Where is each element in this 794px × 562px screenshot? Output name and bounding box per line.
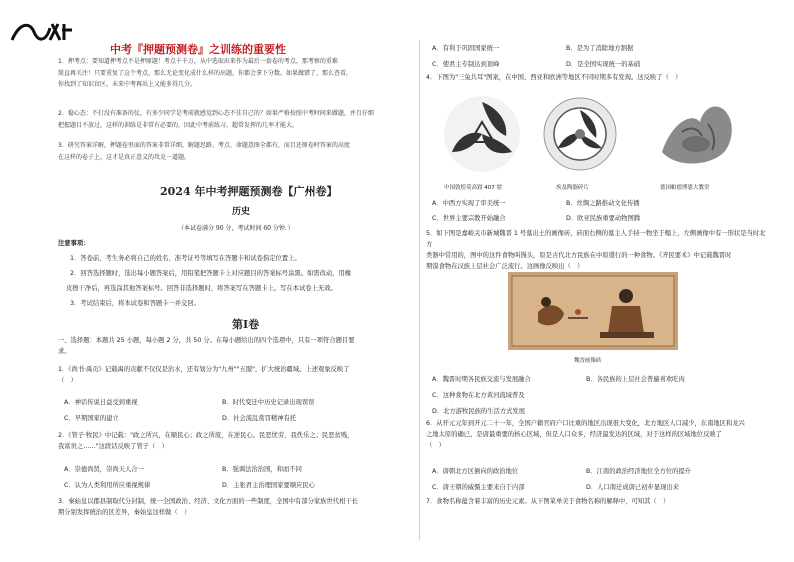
q4-option-c[interactable]: C．世界主要宗教开始融合 (432, 215, 506, 222)
question-6: 6．从开元元年到开元二十一年，全国户籍官府户口比重的地区出现很大变化，北方地区人口减少，东南地区和龙兴 之地太原的确已，是唐最重要的核心区域，但是人口众多，经济最发达的区域，对于这样的区域地位反映了 （ ） (426, 420, 745, 449)
q3-option-d[interactable]: D．是全国实现统一的基础 (566, 61, 641, 68)
notice-heading: 注意事项： (58, 240, 90, 247)
question-3: 3．秦始皇以郡县制取代分封制，统一全国政治、经济、文化方面的一些制度，全国中有部分家族世代相干长 期分别发挥统治的区差异，秦始皇这样做（ ） (58, 498, 358, 516)
intro-p2: 2．稳心态：不打没有准备的仗，有多少同学是考前就感觉到心态不佳自己的？如果严格按照中考时间来做题，并且仔细 把握题目不放过，这样的训练是非常有必要的，因此中考前练习，超常发挥的几率才能大。 (58, 110, 374, 129)
notice-1: 1．答卷前，考生务必将自己的姓名、准考证号等填写在答题卡和试卷指定位置上。 (70, 255, 301, 262)
q6-option-c[interactable]: C．唐王朝的威慑主要来自于内部 (432, 484, 525, 491)
q1-option-b[interactable]: B．时代变迁中历史记录出现误误 (222, 399, 315, 406)
q5-option-c[interactable]: C．这种食物在北方黄河流域普及 (432, 392, 525, 399)
caption-egypt: 埃及陶器碎片 (556, 185, 590, 191)
q4-option-a[interactable]: A．中西方实现了审美统一 (432, 200, 506, 207)
q3-option-c[interactable]: C．使君主专制达到顶峰 (432, 61, 500, 68)
q5-option-a[interactable]: A．魏晋时期各民族交流与发展融合 (432, 376, 531, 383)
three-rabbits-egypt-image (540, 92, 620, 176)
q2-option-a[interactable]: A．崇德尚贤，崇尚天人合一 (64, 466, 144, 473)
part-title: 第Ⅰ卷 (232, 318, 260, 331)
red-title: 中考『押题预测卷』之训练的重要性 (110, 43, 286, 56)
q1-option-a[interactable]: A．神话传说日益受到重视 (64, 399, 138, 406)
brick-painting-image (508, 272, 678, 350)
notice-2: 2．回答选择题时，选出每小题答案后，用铅笔把答题卡上对应题目的答案标号涂黑。如需改动，用橡 (70, 270, 352, 277)
caption-dunhuang: 中国敦煌莫高窟 407 窟 (444, 185, 502, 191)
q2-option-d[interactable]: D．主张君主治理国家要顺应民心 (222, 482, 316, 489)
exam-meta: （本试卷满分 90 分，考试时间 60 分钟．） (178, 225, 294, 232)
exam-subject: 历史 (232, 207, 251, 217)
q1-option-d[interactable]: D．社会流乱赏罚精神有托 (222, 415, 297, 422)
question-1: 1．《尚书·禹贡》记载禹的贡献不仅仅是治水，还有划分为"九州""五服"，扩大统治疆域。上述观象反映了 （ ） (58, 366, 350, 384)
question-2: 2．《管子·牧民》中记载："政之所兴，在顺民心；政之所废，在逆民心。民恶忧劳，我佚乐之；民恶贫贱， 我富贵之……"这段话反映了管子（ ） (58, 432, 354, 450)
q5-option-d[interactable]: D．北方游牧民族的生活方式发展 (432, 408, 526, 415)
notice-2b: 皮擦干净后，再选涂其他答案标号。回答非选择题时，将答案写在答题卡上。写在本试卷上无效。 (66, 285, 337, 292)
three-rabbits-dunhuang-image (438, 92, 526, 176)
intro-p3: 3．研究答案详解，押题卷里面的答案非常详细，解题思路、考点、命题意图全都有，而且还原卷时答案的高度 在这样的卷子上，这才是真正意义的攻克一道题。 (58, 142, 350, 161)
caption-brick: 魏晋画像砖 (574, 358, 602, 364)
caption-germany: 德国帕德博恩大教堂 (660, 185, 710, 191)
logo (10, 18, 80, 46)
q6-option-a[interactable]: A．唐朝北方区倒向的政治地位 (432, 468, 519, 475)
question-7: 7．食物名称蕴含着丰富的历史元素。从下图菜单美于食物名称的解释中，可知其（ ） (426, 498, 670, 505)
q2-option-b[interactable]: B．强调法治治国，和而不同 (222, 466, 302, 473)
q5-option-b[interactable]: B．各民族的上层社会普遍喜欢吃肉 (586, 376, 685, 383)
question-5: 5．如下图是嘉峪关市新城魏晋 1 号墓出土的画像砖，砖面右侧的墓主人手持一物坐于榻上，左侧画像中有一形状是当时北方 类器中常用的，图中的这件食物叫馒头，原是古代北方民族在中原盛行的一种食物。《齐民要术》中记载魏晋时 期馍食物在汉族上层社会广泛流行。这画像反映出（ ） (426, 230, 766, 270)
q3-option-b[interactable]: B．是为了消除地方割据 (566, 45, 634, 52)
notice-3: 3．考试结束后，将本试卷和答题卡一并交回。 (70, 300, 200, 307)
q6-option-d[interactable]: D．人口南迁成唐已初步显现出来 (586, 484, 680, 491)
q1-option-c[interactable]: C．早期国家的建立 (64, 415, 119, 422)
section-intro: 一、选择题：本题共 25 小题，每小题 2 分，共 50 分。在每小题给出的四个选项中，只有一项符合题目要 求。 (58, 337, 355, 355)
q2-option-c[interactable]: C．认为人类利用所应重视规律 (64, 482, 151, 489)
question-4: 4．下图为"三兔共耳"图案，在中国、西亚和欧洲等地区不同时期多有发现。这反映了（ ） (426, 74, 682, 81)
q6-option-b[interactable]: B．江南的政治经济地位全方位的提升 (586, 468, 692, 475)
three-rabbits-germany-image (652, 92, 744, 176)
q3-option-a[interactable]: A．有利于巩固国家统一 (432, 45, 500, 52)
q4-option-d[interactable]: D．欧亚民族重要动物图腾 (566, 215, 641, 222)
exam-title: 2024 年中考押题预测卷【广州卷】 (160, 185, 338, 198)
q4-option-b[interactable]: B．丝绸之路推动文化传播 (566, 200, 640, 207)
column-divider (419, 40, 420, 540)
intro-p1: 1．押考点：要知道押考点不是押原题！考点千千万，从中选取出来作为最后一套卷的考点，那考察的重难 简直再关注！只要重复了这个考点，那么无论变化成什么样的出题，你都会拿下分数。如果做错了，那么查看， 你找到了知识盲区，未来中考再出上又能多得几分。 (58, 58, 353, 88)
